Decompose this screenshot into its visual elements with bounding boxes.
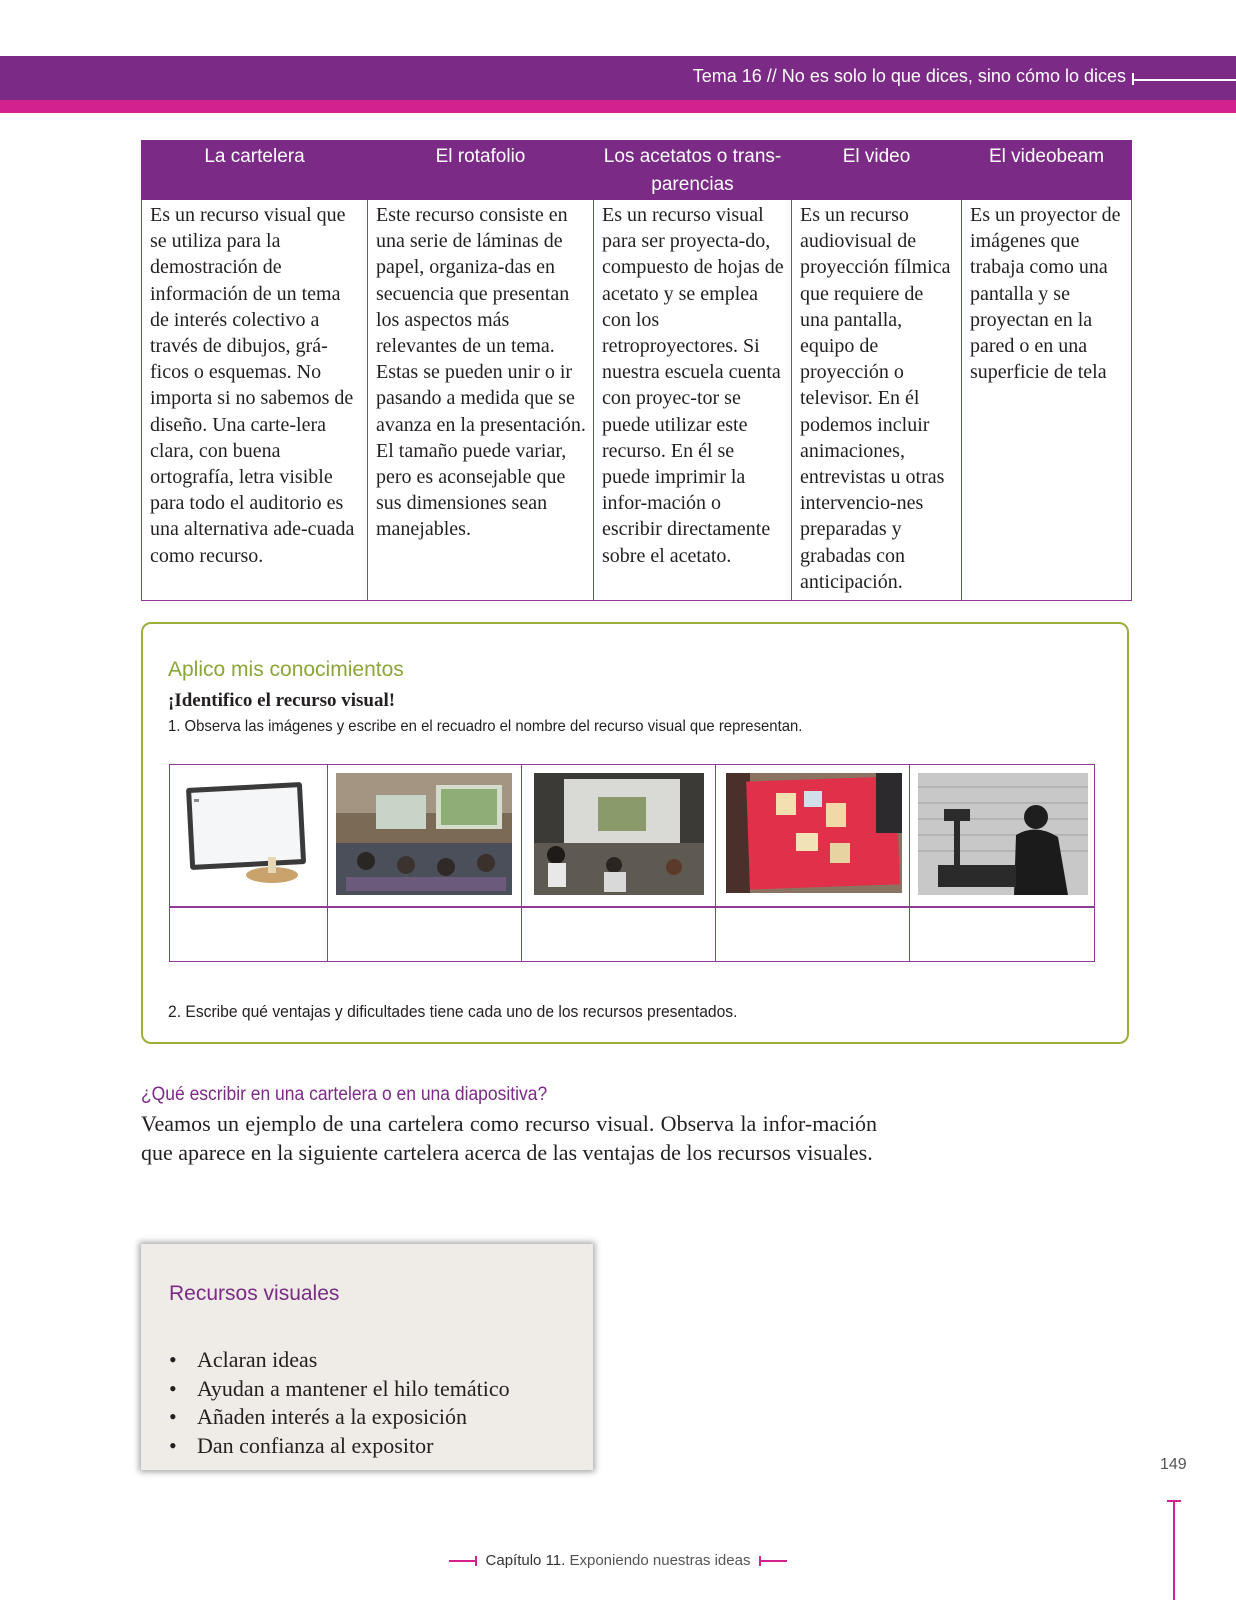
table-header-row [142, 141, 1132, 200]
cartelera-list [169, 1346, 510, 1460]
answer-box[interactable] [170, 907, 328, 961]
section-heading: ¿Qué escribir en una cartelera o en una diapositiva? [141, 1084, 548, 1105]
table-header-cell: La cartelera [142, 141, 368, 200]
list-item: • Añaden interés a la exposición [169, 1403, 510, 1432]
footer-rule-left [449, 1560, 477, 1562]
activity-title: Aplico mis conocimientos [168, 658, 404, 681]
activity-question-1: 1. Observa las imágenes y escribe en el recuadro el nombre del recurso visual que representan. [168, 718, 803, 735]
table-header-cell: Los acetatos o trans-parencias [594, 141, 792, 200]
image-cell [910, 765, 1096, 906]
table-header-cell: El rotafolio [368, 141, 594, 200]
projection-classroom-image [534, 773, 704, 895]
list-item: • Aclaran ideas [169, 1346, 510, 1375]
table-header-cell: El video [792, 141, 962, 200]
list-item: • Dan confianza al expositor [169, 1432, 510, 1461]
image-cell [170, 765, 328, 906]
table-cell: Este recurso consiste en una serie de láminas de papel, organiza-das en secuencia que presentan los aspectos más relevantes de un tema. Estas se pueden unir o ir pasando a medida que se avanza en la presentación. El tamaño puede variar, pero es aconsejable que sus dimensiones sean manejables. [368, 200, 594, 601]
image-cell [716, 765, 910, 906]
cartelera-card [141, 1244, 593, 1470]
table-cell: Es un proyector de imágenes que trabaja como una pantalla y se proyectan en la pared o en una superficie de tela [962, 200, 1132, 601]
image-cell [522, 765, 716, 906]
classroom-screens-image [336, 773, 512, 895]
page-header-title: Tema 16 // No es solo lo que dices, sino cómo lo dices [692, 66, 1126, 86]
table-row [142, 200, 1132, 601]
activity-question-2: 2. Escribe qué ventajas y dificultades tiene cada uno de los recursos presentados. [168, 1002, 738, 1021]
chapter-title: Exponiendo nuestras ideas [569, 1552, 751, 1569]
side-rule [1173, 1500, 1175, 1600]
list-item: • Ayudan a mantener el hilo temático [169, 1375, 510, 1404]
footer-rule-right [759, 1560, 787, 1562]
answer-box[interactable] [522, 907, 716, 961]
activity-subtitle: ¡Identifico el recurso visual! [168, 690, 396, 711]
red-poster-board-image [726, 773, 902, 893]
image-cell [328, 765, 522, 906]
table-header-cell: El videobeam [962, 141, 1132, 200]
resources-table [141, 140, 1132, 601]
chapter-footer [0, 1552, 1236, 1569]
whiteboard-image [176, 775, 322, 895]
header-rule [1132, 79, 1236, 81]
page-number: 149 [1160, 1456, 1187, 1473]
cartelera-title: Recursos visuales [169, 1282, 340, 1305]
answer-box[interactable] [328, 907, 522, 961]
table-cell: Es un recurso visual para ser proyecta-do, compuesto de hojas de acetato y se emplea con los retroproyectores. Si nuestra escuela cuenta con proyec-tor se puede utilizar este recurso. En él se puede imprimir la infor-mación o escribir directamente sobre el acetato. [594, 200, 792, 601]
chapter-number: Capítulo 11. [485, 1552, 566, 1569]
header-accent-stripe [0, 100, 1236, 113]
table-cell: Es un recurso visual que se utiliza para la demostración de información de un tema de interés colectivo a través de dibujos, grá-ficos o esquemas. No importa si no sabemos de diseño. Una carte-lera clara, con buena ortografía, letra visible para todo el auditorio es una alternativa ade-cuada como recurso. [142, 200, 368, 601]
table-cell: Es un recurso audiovisual de proyección fílmica que requiere de una pantalla, equipo de proyección o televisor. En él podemos incluir animaciones, entrevistas u otras intervencio-nes preparadas y grabadas con anticipación. [792, 200, 962, 601]
image-answer-grid [169, 764, 1095, 962]
section-paragraph: Veamos un ejemplo de una cartelera como recurso visual. Observa la infor-mación que aparece en la siguiente cartelera acerca de las ventajas de los recursos visuales. [141, 1111, 877, 1165]
answer-box[interactable] [910, 907, 1094, 961]
overhead-projector-image [918, 773, 1088, 895]
answer-box[interactable] [716, 907, 910, 961]
